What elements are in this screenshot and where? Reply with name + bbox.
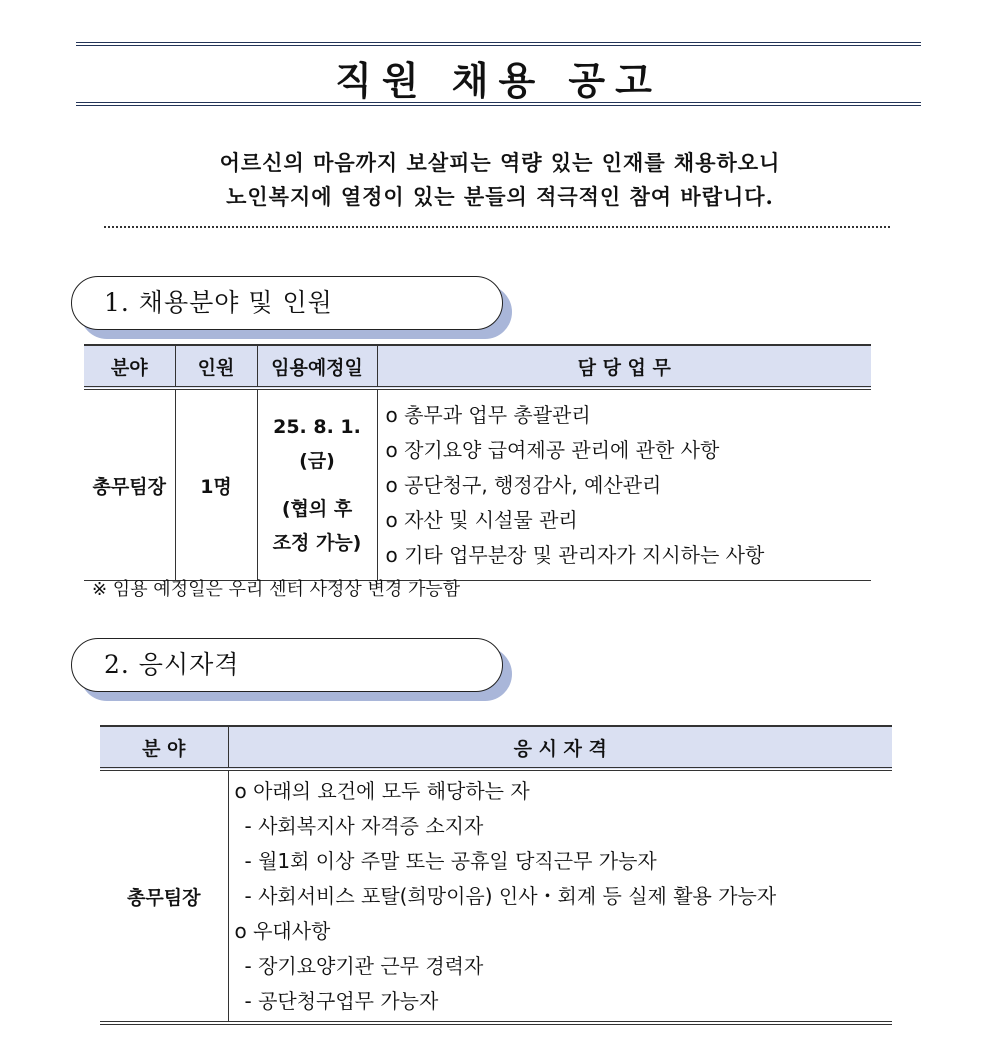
field-cell: 총무팀장 [84, 388, 175, 581]
section1-heading: 1. 채용분야 및 인원 [71, 276, 503, 330]
count-cell: 1명 [175, 388, 257, 581]
duty-item: o 공단청구, 행정감사, 예산관리 [385, 472, 662, 497]
header-count: 인원 [175, 345, 257, 388]
table-header-row [84, 345, 871, 388]
section2-heading: 2. 응시자격 [71, 638, 503, 692]
header-field: 분 야 [100, 726, 228, 769]
header-duties: 담 당 업 무 [377, 345, 871, 388]
qualification-item: - 공단청구업무 가능자 [244, 988, 439, 1013]
date-line-2: (금) [299, 450, 335, 472]
date-cell [257, 388, 377, 581]
intro-line-2: 노인복지에 열정이 있는 분들의 적극적인 참여 바랍니다. [226, 184, 774, 209]
intro-line-1: 어르신의 마음까지 보살피는 역량 있는 인재를 채용하오니 [219, 150, 781, 175]
field-cell: 총무팀장 [100, 769, 228, 1023]
duty-item: o 자산 및 시설물 관리 [385, 507, 578, 532]
table-row [100, 769, 892, 1023]
qualifications-cell [228, 769, 892, 1023]
duty-item: o 총무과 업무 총괄관리 [385, 402, 591, 427]
qualification-item: - 월1회 이상 주말 또는 공휴일 당직근무 가능자 [244, 848, 657, 873]
date-line-3: (협의 후 [281, 498, 353, 520]
header-date: 임용예정일 [257, 345, 377, 388]
table-header-row [100, 726, 892, 769]
dotted-divider [104, 226, 890, 228]
date-line-1: 25. 8. 1. [273, 416, 361, 438]
date-line-4: 조정 가능) [272, 532, 362, 554]
page-title: 직원 채용 공고 [335, 58, 662, 103]
duty-item: o 장기요양 급여제공 관리에 관한 사항 [385, 437, 720, 462]
qualification-item: - 장기요양기관 근무 경력자 [244, 953, 484, 978]
qualification-item: - 사회서비스 포탈(희망이음) 인사・회계 등 실제 활용 가능자 [244, 883, 777, 908]
qualification-item: - 사회복지사 자격증 소지자 [244, 813, 484, 838]
table-row [84, 388, 871, 581]
header-field: 분야 [84, 345, 175, 388]
title-box [76, 42, 921, 106]
date-change-note: ※ 임용 예정일은 우리 센터 사정상 변경 가능함 [92, 579, 461, 600]
qualification-item: o 우대사항 [234, 918, 331, 943]
qualification-item: o 아래의 요건에 모두 해당하는 자 [234, 778, 530, 803]
header-qualifications: 응 시 자 격 [228, 726, 892, 769]
duty-item: o 기타 업무분장 및 관리자가 지시하는 사항 [385, 542, 765, 567]
recruitment-table [84, 344, 871, 581]
duties-cell [377, 388, 871, 581]
qualification-table [100, 725, 892, 1025]
